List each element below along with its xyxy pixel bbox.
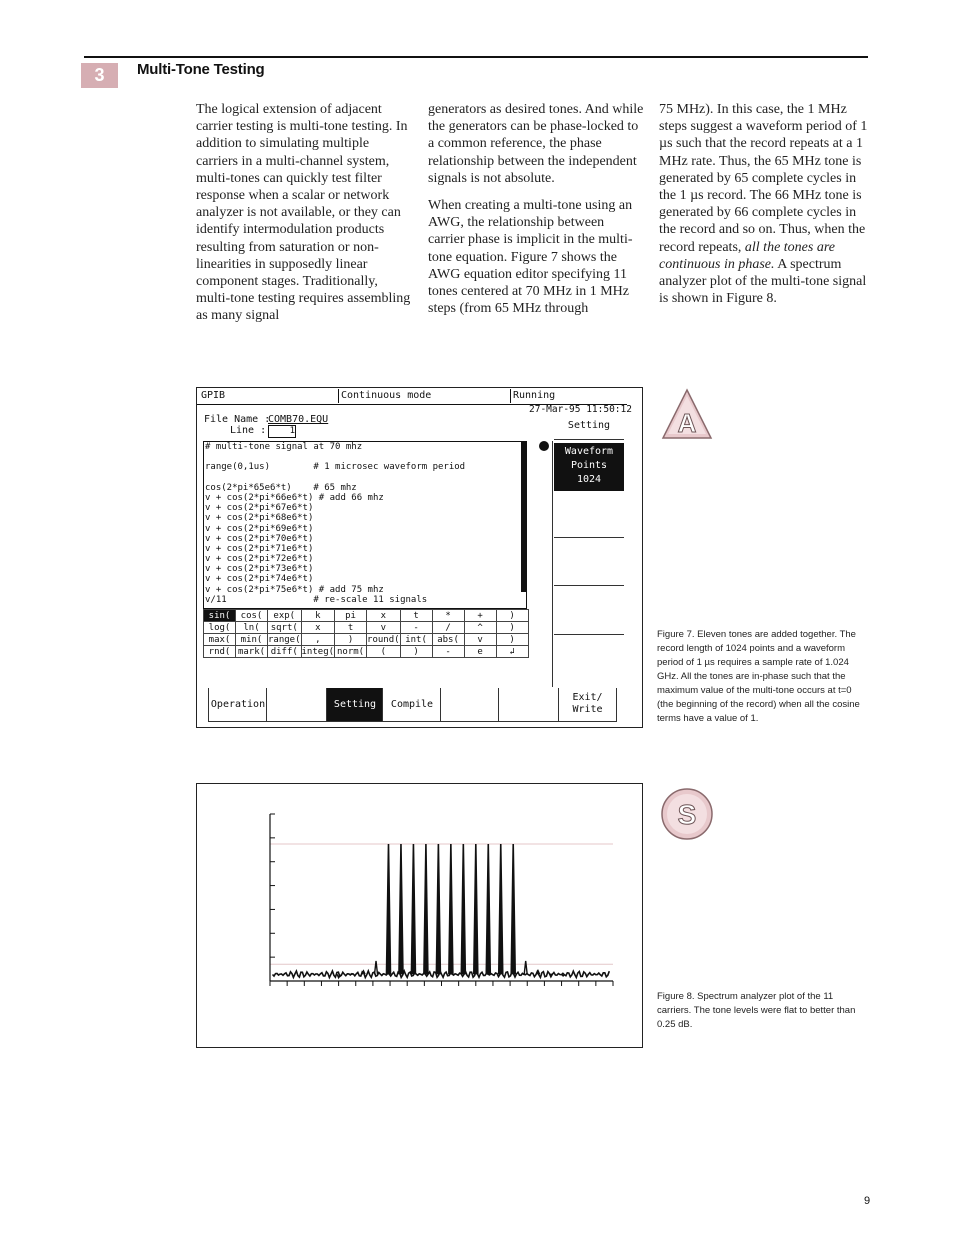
editor-line: v + cos(2*pi*73e6*t) xyxy=(205,564,314,575)
editor-line: v + cos(2*pi*75e6*t) # add 75 mhz xyxy=(205,584,384,595)
keypad-key[interactable]: abs( xyxy=(432,634,464,646)
divider xyxy=(554,537,624,538)
editor-line: v + cos(2*pi*70e6*t) xyxy=(205,533,314,544)
exit-write-button[interactable]: Exit/ Write xyxy=(558,688,617,722)
paragraph: generators as desired tones. And while the generators can be phase-locked to a common reference, the phase relationship between the independent signals is not absolute. xyxy=(428,102,644,186)
keypad-key[interactable]: t xyxy=(400,610,432,622)
keypad-key[interactable]: mark( xyxy=(236,646,268,658)
tone-peak xyxy=(436,844,440,974)
keypad-key[interactable]: - xyxy=(400,622,432,634)
figure-7-caption: Figure 7. Eleven tones are added together. The record length of 1024 points and a waveform period of 1 µs requires a sample rate of 1.024 GHz. All the tones are in-phase such that the maximum value of the multi-tone occurs at t=0 (the beginning of the record) when all the cosine terms have a value of 1. xyxy=(657,629,860,724)
text-run: A spectrum analyzer plot of the multi-tone signal is shown in Figure 8. xyxy=(659,256,867,307)
datetime: 27-Mar-95 11:50:12 xyxy=(529,404,632,415)
paragraph: When creating a multi-tone using an AWG, the relationship between carrier phase is implicit in the multi-tone equation. Figure 7 shows the AWG equation editor specifying 11 tones centered at 70 MHz in 1 MHz steps (from 65 MHz through xyxy=(428,198,633,317)
keypad-key[interactable]: log( xyxy=(204,622,236,634)
screen-header xyxy=(201,390,225,401)
keypad-key[interactable]: x xyxy=(301,622,335,634)
divider xyxy=(338,389,339,403)
body-column-1 xyxy=(196,101,412,335)
keypad-key[interactable]: e xyxy=(464,646,496,658)
editor-line: v/11 # re-scale 11 signals xyxy=(205,594,428,605)
paragraph xyxy=(659,101,875,307)
editor-line: # multi-tone signal at 70 mhz xyxy=(205,442,363,452)
function-keypad xyxy=(203,609,529,658)
side-points-label: Points xyxy=(570,460,608,471)
emphasis-text: all the tones are continuous in phase. xyxy=(659,239,835,272)
tone-peak xyxy=(399,844,403,974)
editor-scrollbar[interactable] xyxy=(521,442,526,592)
text-run: 75 MHz). In this case, the 1 MHz steps suggest a waveform period of 1 µs such that the record repeats at a 1 MHz rate. Thus, the 65 MHz tone is generated by 65 complete cycles in the 1 µs record. The 66 MHz tone is generated by 66 complete cycles in the record and so on. Thus, when the record repeats, xyxy=(659,102,868,255)
editor-line: v + cos(2*pi*69e6*t) xyxy=(205,523,314,534)
keypad-key[interactable]: ) xyxy=(496,610,528,622)
keypad-key[interactable]: ) xyxy=(496,634,528,646)
tone-peak xyxy=(424,844,428,974)
editor-line: cos(2*pi*65e6*t) # 65 mhz xyxy=(205,482,357,493)
editor-line: v + cos(2*pi*66e6*t) # add 66 mhz xyxy=(205,492,384,503)
line-label: Line : xyxy=(230,425,267,436)
keypad-key[interactable]: max( xyxy=(204,634,236,646)
tone-peak xyxy=(386,844,390,974)
header-status: Running xyxy=(513,390,556,401)
keypad-key[interactable]: round( xyxy=(367,634,400,645)
keypad-key[interactable]: ln( xyxy=(236,622,268,634)
keypad-key[interactable]: x xyxy=(367,610,401,622)
page-number: 9 xyxy=(864,1195,871,1207)
header-rule xyxy=(84,56,868,58)
header-mode: Continuous mode xyxy=(341,390,432,401)
compile-button[interactable]: Compile xyxy=(382,688,441,722)
tone-peak xyxy=(449,844,453,974)
divider xyxy=(554,634,624,635)
figure-8-spectrum-plot xyxy=(196,783,643,1048)
figure-7-awg-screen xyxy=(196,387,643,728)
equation-editor[interactable] xyxy=(203,441,527,609)
side-points-value: 1024 xyxy=(576,474,602,485)
keypad-key[interactable]: pi xyxy=(335,610,367,622)
side-waveform-label: Waveform xyxy=(564,446,614,457)
editor-line: v + cos(2*pi*74e6*t) xyxy=(205,574,314,585)
keypad-key[interactable]: v xyxy=(464,634,496,646)
blank-button[interactable] xyxy=(266,688,325,722)
keypad-key[interactable]: * xyxy=(432,610,464,622)
body-column-3 xyxy=(659,101,875,317)
file-name-value[interactable]: COMB70.EQU xyxy=(268,414,329,425)
divider xyxy=(554,439,624,440)
blank-button[interactable] xyxy=(498,688,559,722)
keypad-key[interactable]: ) xyxy=(400,646,432,658)
tone-peak xyxy=(486,844,490,974)
keypad-key[interactable]: - xyxy=(432,646,464,658)
tone-peak xyxy=(499,844,503,974)
header-gpib: GPIB xyxy=(201,390,226,401)
keypad-key[interactable]: t xyxy=(335,622,367,634)
keypad-key[interactable]: sin( xyxy=(204,610,236,622)
section-title: Multi-Tone Testing xyxy=(137,61,265,78)
keypad-key[interactable]: int( xyxy=(400,634,432,646)
tone-peak xyxy=(461,844,465,974)
editor-line: v + cos(2*pi*72e6*t) xyxy=(205,554,314,565)
paragraph: The logical extension of adjacent carrier testing is multi-tone testing. In addition to simulating multiple carriers in a multi-channel system, multi-tones can quickly test filter response when a scalar or network analyzer is not available, or they can identify intermodulation products resulting from saturation or non-linearities in supposedly linear component stages. Traditionally, multi-tone testing requires assembling as many signal xyxy=(196,102,411,324)
editor-lines xyxy=(204,442,526,605)
waveform-points-button[interactable] xyxy=(554,443,624,491)
side-setting-title: Setting xyxy=(567,420,611,431)
keypad-key[interactable]: norm( xyxy=(335,646,367,658)
keypad-key[interactable]: ↲ xyxy=(496,646,528,658)
keypad-key[interactable]: integ( xyxy=(301,646,335,657)
line-field[interactable]: 1 xyxy=(268,425,296,438)
tone-peak xyxy=(474,844,478,974)
divider xyxy=(552,441,553,687)
badge-letter: A xyxy=(677,408,697,438)
blank-button[interactable] xyxy=(440,688,499,722)
editor-line: v + cos(2*pi*68e6*t) xyxy=(205,513,314,524)
keypad-key[interactable]: sqrt( xyxy=(268,622,302,634)
editor-line xyxy=(204,473,526,483)
body-column-2 xyxy=(428,101,644,327)
keypad-key[interactable]: ( xyxy=(367,646,401,658)
editor-line: range(0,1us) # 1 microsec waveform period xyxy=(205,462,466,473)
divider xyxy=(510,389,511,403)
setting-button[interactable]: Setting xyxy=(326,688,383,722)
editor-line: v + cos(2*pi*71e6*t) xyxy=(205,543,314,554)
keypad-key[interactable]: range( xyxy=(268,634,301,645)
divider xyxy=(554,585,624,586)
keypad-key[interactable]: ) xyxy=(335,634,367,646)
figure-8-caption: Figure 8. Spectrum analyzer plot of the 11 carriers. The tone levels were flat to better than 0.25 dB. xyxy=(657,991,856,1030)
tone-peak xyxy=(511,844,515,974)
spectrum-chart xyxy=(197,784,642,1047)
keypad-key[interactable]: v xyxy=(367,622,401,634)
keypad-key[interactable]: k xyxy=(301,610,335,622)
tone-peak xyxy=(411,844,415,974)
keypad-key[interactable]: min( xyxy=(236,634,268,646)
keypad-key[interactable]: ^ xyxy=(464,622,496,634)
keypad-key[interactable]: exp( xyxy=(268,610,302,622)
spur-mark xyxy=(375,961,378,974)
keypad-key[interactable]: + xyxy=(464,610,496,622)
arbitrary-waveform-badge-icon xyxy=(661,388,713,440)
keypad-key[interactable]: , xyxy=(301,634,335,646)
operation-button[interactable]: Operation xyxy=(208,688,267,722)
divider xyxy=(208,721,616,722)
editor-line: v + cos(2*pi*67e6*t) xyxy=(205,503,314,514)
badge-letter: S xyxy=(677,799,697,830)
spur-mark xyxy=(524,961,527,974)
file-name-label: File Name : xyxy=(204,414,271,425)
knob-icon xyxy=(539,441,549,451)
keypad-key[interactable]: diff( xyxy=(268,646,302,658)
section-number: 3 xyxy=(81,63,118,88)
keypad-key[interactable]: / xyxy=(432,622,464,634)
editor-line xyxy=(204,452,526,462)
keypad-key[interactable]: cos( xyxy=(236,610,268,622)
spectrum-badge-icon xyxy=(660,787,714,841)
keypad-key[interactable]: ) xyxy=(496,622,528,634)
keypad-key[interactable]: rnd( xyxy=(204,646,236,658)
